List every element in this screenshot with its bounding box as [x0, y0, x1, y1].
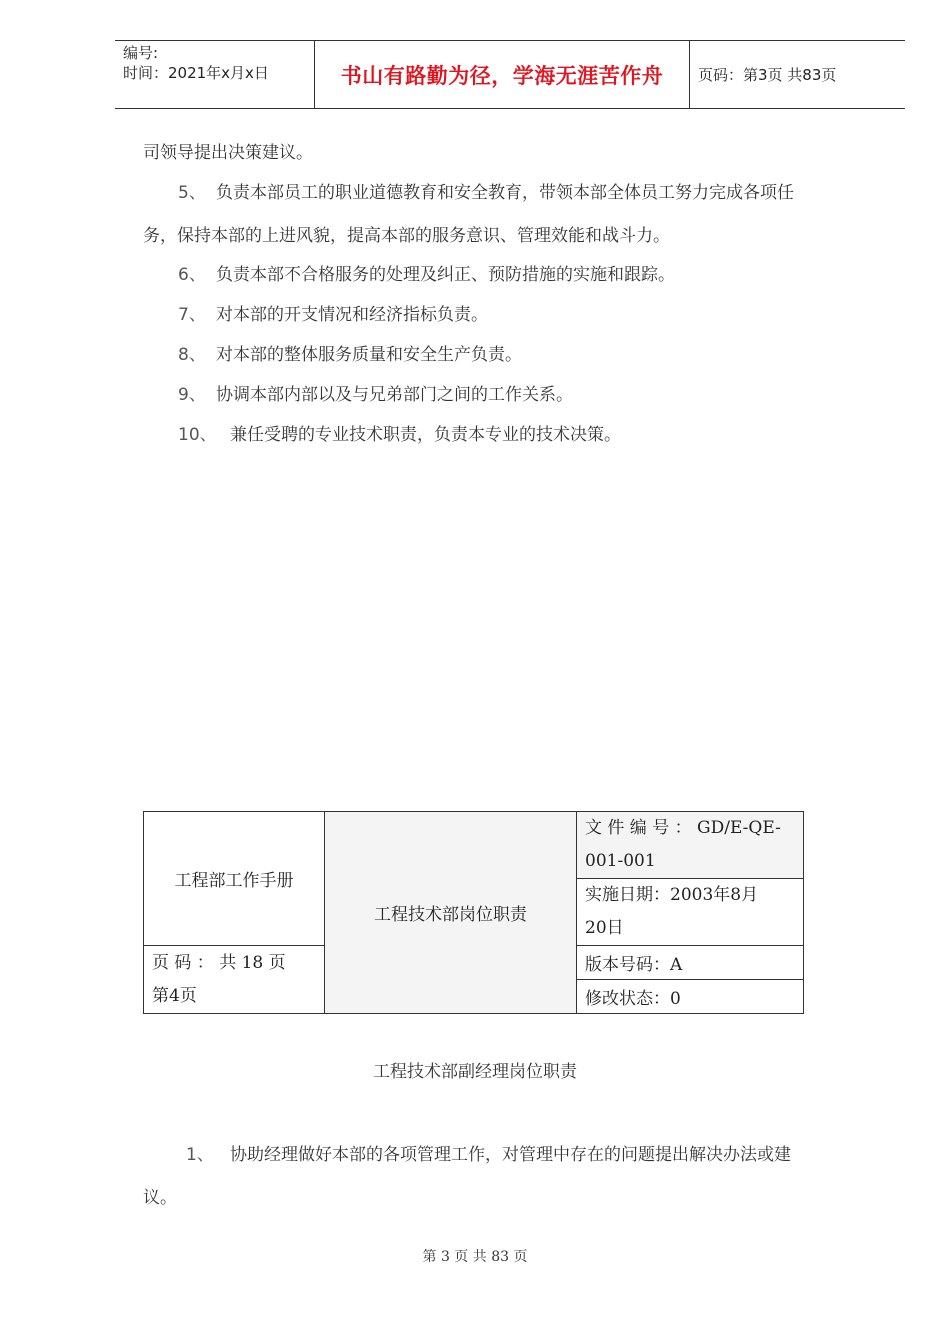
- list-number: 9、: [178, 385, 206, 405]
- header-meta: [115, 41, 315, 108]
- document-number-label: 编号:: [123, 44, 159, 62]
- manual-title: 工程部工作手册: [174, 871, 294, 891]
- list-number: 1、: [186, 1145, 214, 1165]
- list-number: 5、: [178, 183, 206, 203]
- list-item-8: [178, 340, 522, 365]
- list-number: 8、: [178, 345, 206, 365]
- list-number: 10、: [178, 425, 217, 445]
- page-footer: 第 3 页 共 83 页: [422, 1249, 528, 1265]
- effective-date-line1: 实施日期：2003年8月: [585, 885, 759, 905]
- list-text: 兼任受聘的专业技术职责，负责本专业的技术决策。: [230, 425, 621, 445]
- header-motto: 书山有路勤为径，学海无涯苦作舟: [315, 41, 690, 108]
- section-list-item-1: [186, 1140, 791, 1165]
- list-number: 6、: [178, 265, 206, 285]
- paragraph-continuation: 司领导提出决策建议。: [143, 143, 313, 163]
- list-text: 对本部的开支情况和经济指标负责。: [216, 305, 488, 325]
- effective-date-cell: [577, 879, 804, 946]
- section-title: 工程技术部副经理岗位职责: [373, 1062, 577, 1082]
- page-header: [115, 40, 905, 109]
- page-count-line1: 页 码 ： 共 18 页: [152, 952, 286, 973]
- document-info-table: [143, 811, 804, 1014]
- document-time-label: 时间：2021年x月x日: [123, 64, 269, 82]
- doc-title-cell: [325, 812, 577, 1014]
- list-text: 负责本部员工的职业道德教育和安全教育，带领本部全体员工努力完成各项任: [216, 183, 794, 203]
- revision-text: 修改状态：0: [585, 989, 681, 1009]
- section-list-item-1-continued: 议。: [143, 1188, 177, 1208]
- list-item-6: [178, 260, 675, 285]
- doc-title: 工程技术部岗位职责: [374, 905, 527, 925]
- list-text: 负责本部不合格服务的处理及纠正、预防措施的实施和跟踪。: [216, 265, 675, 285]
- manual-title-cell: [144, 812, 325, 946]
- list-text: 协调本部内部以及与兄弟部门之间的工作关系。: [216, 385, 573, 405]
- list-item-9: [178, 380, 573, 405]
- page-count-line2: 第4页: [152, 985, 197, 1006]
- file-number-cell: [577, 812, 804, 879]
- list-number: 7、: [178, 305, 206, 325]
- effective-date-line2: 20日: [585, 918, 624, 938]
- revision-cell: [577, 980, 804, 1014]
- list-item-10: [178, 420, 621, 445]
- list-text: 对本部的整体服务质量和安全生产负责。: [216, 345, 522, 365]
- page-count-cell: [144, 946, 325, 1014]
- file-number-line2: 001-001: [585, 851, 656, 871]
- version-text: 版本号码：A: [585, 955, 683, 975]
- list-item-5-continued: 务，保持本部的上进风貌，提高本部的服务意识、管理效能和战斗力。: [143, 226, 670, 246]
- header-page-info: 页码：第3页 共83页: [698, 66, 837, 84]
- list-item-7: [178, 300, 488, 325]
- version-cell: [577, 946, 804, 980]
- list-item-5: [178, 178, 794, 203]
- list-text: 协助经理做好本部的各项管理工作，对管理中存在的问题提出解决办法或建: [230, 1145, 791, 1165]
- file-number-line1: 文 件 编 号 ： GD/E-QE-: [585, 818, 781, 838]
